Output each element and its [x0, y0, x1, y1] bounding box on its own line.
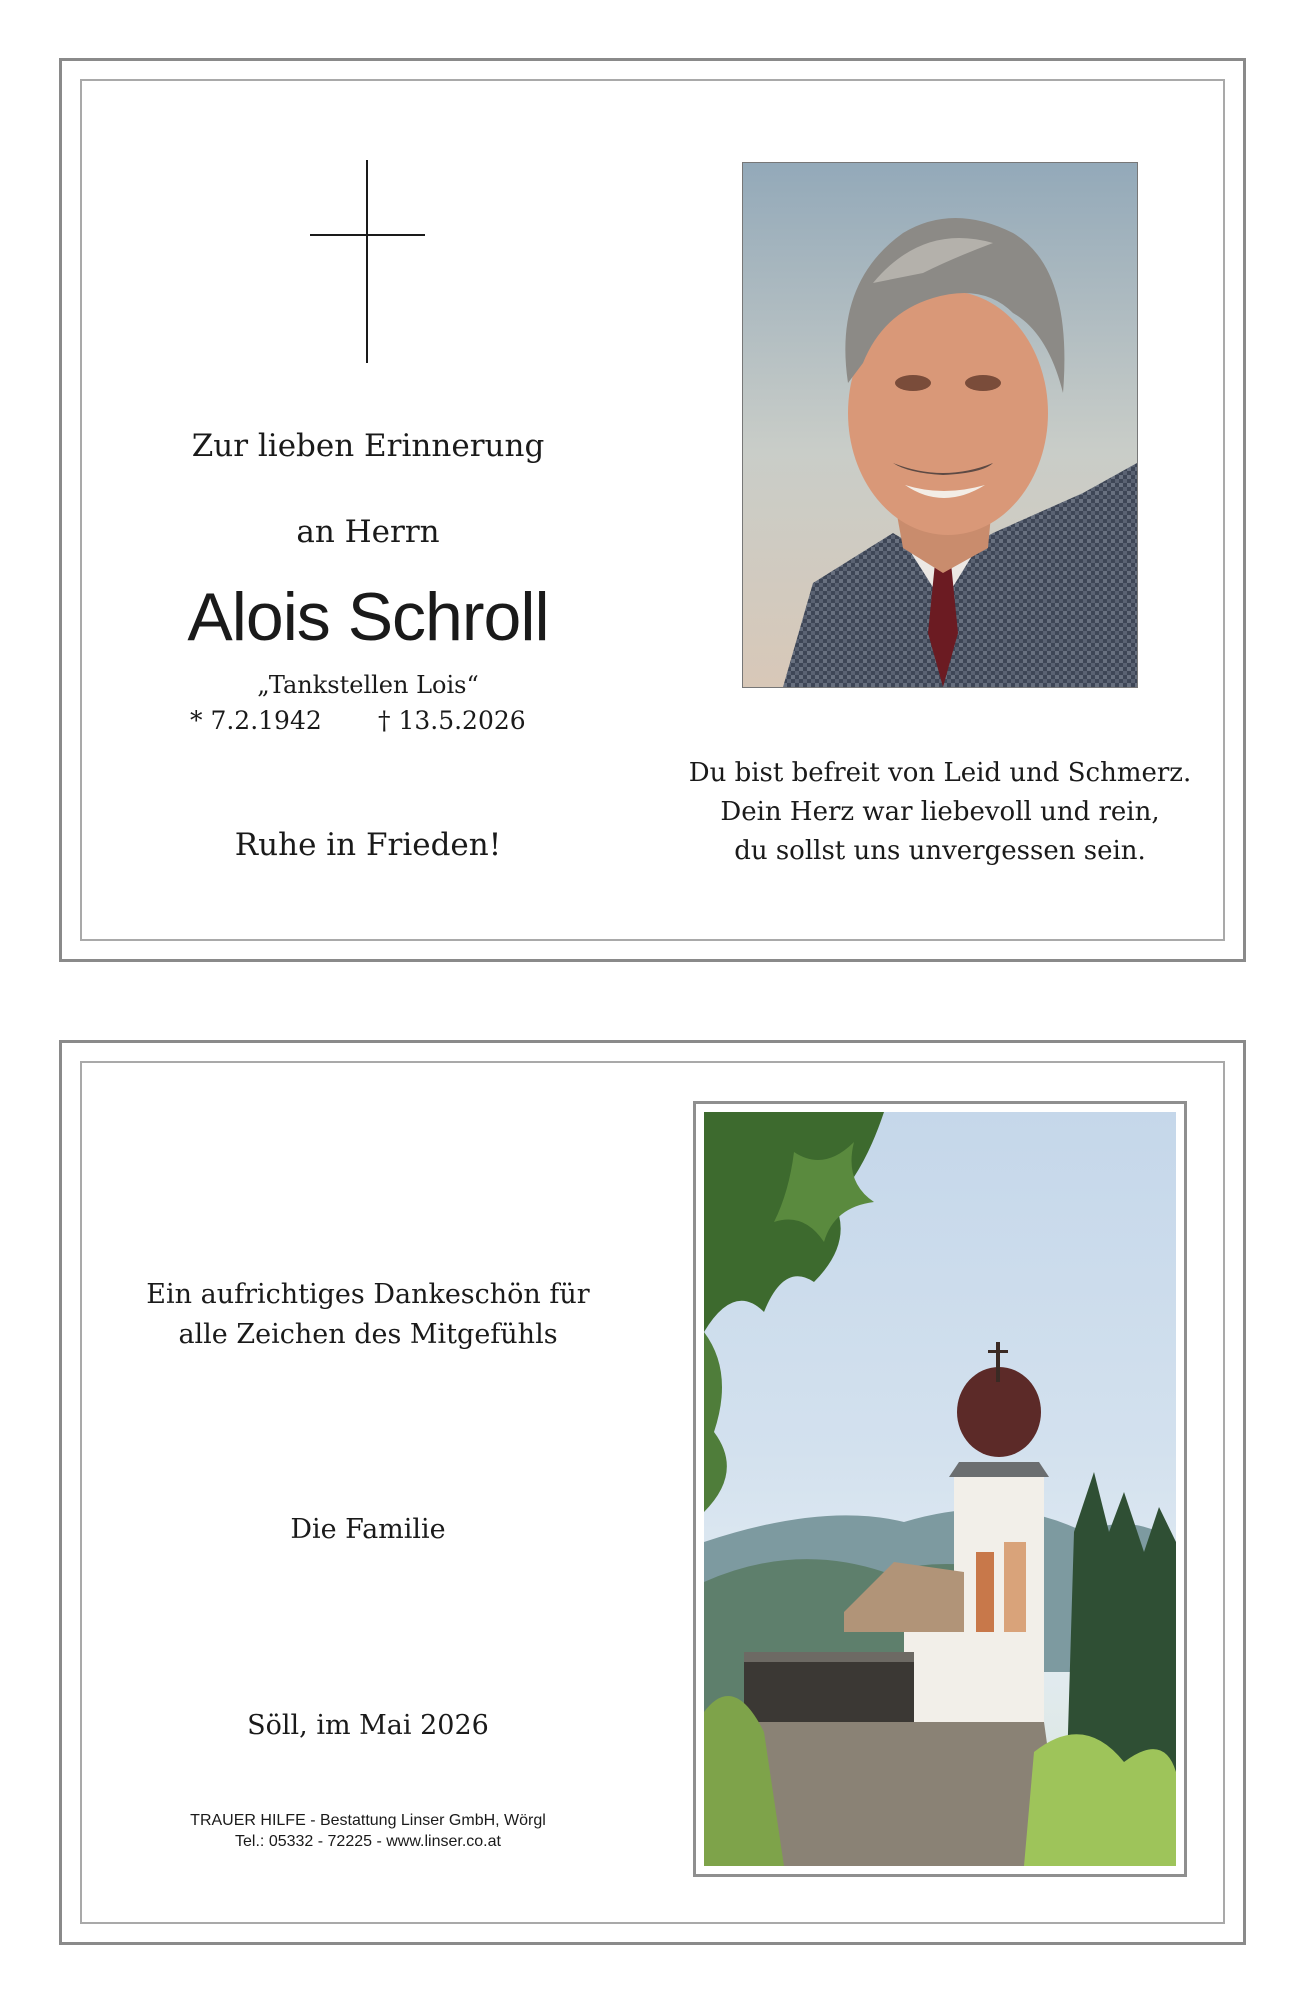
cross-icon-vertical: [366, 160, 368, 363]
verse-line-1: Du bist befreit von Leid und Schmerz.: [688, 758, 1192, 788]
intro-text: Zur lieben Erinnerung: [191, 428, 545, 464]
portrait-illustration: [743, 163, 1137, 687]
church-illustration: [704, 1112, 1176, 1866]
place-date: Söll, im Mai 2026: [247, 1710, 489, 1741]
undertaker-line-1: TRAUER HILFE - Bestattung Linser GmbH, Wörgl: [190, 1812, 546, 1829]
verse-line-2: Dein Herz war liebevoll und rein,: [720, 797, 1160, 827]
cross-icon-horizontal: [310, 234, 425, 236]
birth-date: * 7.2.1942: [190, 706, 322, 735]
deceased-name: Alois Schroll: [187, 579, 549, 655]
farewell-text: Ruhe in Frieden!: [234, 827, 502, 863]
salutation-text: an Herrn: [296, 514, 440, 550]
thanks-line-1: Ein aufrichtiges Dankeschön für: [146, 1279, 590, 1310]
death-date: † 13.5.2026: [378, 706, 526, 735]
portrait-photo: [742, 162, 1138, 688]
church-photo: [704, 1112, 1176, 1866]
family-signature: Die Familie: [290, 1514, 446, 1545]
church-photo-frame: [693, 1101, 1187, 1877]
thanks-line-2: alle Zeichen des Mitgefühls: [178, 1319, 558, 1350]
nickname-text: „Tankstellen Lois“: [257, 671, 479, 699]
undertaker-line-2: Tel.: 05332 - 72225 - www.linser.co.at: [235, 1833, 501, 1850]
verse-line-3: du sollst uns unvergessen sein.: [734, 836, 1146, 866]
